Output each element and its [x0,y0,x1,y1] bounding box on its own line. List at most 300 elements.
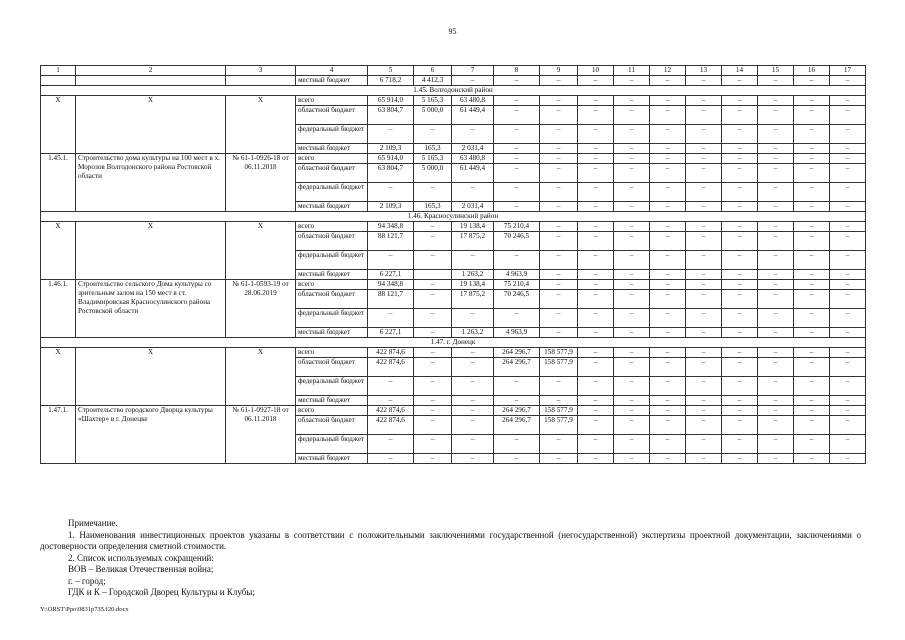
budget-source: местный бюджет [296,144,368,154]
value-cell: – [794,406,830,416]
value-cell: 94 348,8 [368,222,414,232]
item-name: Х [76,222,226,280]
budget-source: федеральный бюджет [296,251,368,270]
value-cell: – [414,396,452,406]
value-cell: – [614,358,650,377]
value-cell: – [650,377,686,396]
value-cell: – [722,280,758,290]
value-cell: – [414,125,452,144]
value-cell: – [650,416,686,435]
value-cell: 61 449,4 [452,164,494,183]
value-cell: – [758,280,794,290]
value-cell: – [830,396,866,406]
value-cell: – [758,222,794,232]
value-cell: – [830,270,866,280]
value-cell: 19 138,4 [452,222,494,232]
value-cell: 422 874,6 [368,416,414,435]
value-cell: – [494,96,540,106]
value-cell: – [686,144,722,154]
value-cell: – [540,164,578,183]
value-cell: – [686,348,722,358]
value-cell: – [758,416,794,435]
value-cell: – [722,396,758,406]
value-cell: – [650,348,686,358]
section-title: 1.47. г. Донецк [41,338,866,348]
value-cell: – [686,406,722,416]
value-cell: – [452,358,494,377]
value-cell: – [830,454,866,464]
value-cell: – [452,435,494,454]
header-cell: 5 [368,66,414,76]
expertise-ref: № 61-1-0926-18 от 06.11.2018 [226,154,296,212]
header-cell: 2 [76,66,226,76]
note-item-2: 2. Список используемых сокращений: [68,552,214,563]
table-row [41,222,866,232]
value-cell: 264 296,7 [494,406,540,416]
value-cell: – [540,125,578,144]
value-cell: – [578,251,614,270]
value-cell: – [722,144,758,154]
value-cell: – [540,251,578,270]
value-cell: 6 227,1 [368,328,414,338]
value-cell: – [578,144,614,154]
value-cell: – [722,270,758,280]
value-cell: – [722,348,758,358]
value-cell: – [650,154,686,164]
value-cell: – [830,222,866,232]
value-cell: – [722,222,758,232]
value-cell: – [794,96,830,106]
value-cell: – [830,251,866,270]
budget-source: местный бюджет [296,396,368,406]
value-cell: 75 210,4 [494,222,540,232]
value-cell: – [650,144,686,154]
value-cell: – [830,280,866,290]
value-cell: – [722,328,758,338]
value-cell: – [494,202,540,212]
value-cell: – [578,435,614,454]
value-cell: – [368,454,414,464]
value-cell: 88 121,7 [368,232,414,251]
value-cell: – [794,309,830,328]
table-cell: – [452,76,494,86]
value-cell: – [614,106,650,125]
header-cell: 8 [494,66,540,76]
value-cell: 5 165,3 [414,96,452,106]
value-cell: – [758,144,794,154]
notes-section [40,518,861,599]
note-item-1: 1. Наименования инвестиционных проектов указаны в соответствии с положительными заключениями государственной (негосударственной) экспертизы проектной документации, заключениями о достоверности определения сметной стоимости. [40,529,861,551]
value-cell: – [494,183,540,202]
value-cell: – [722,309,758,328]
value-cell: – [686,96,722,106]
value-cell: – [540,290,578,309]
value-cell: – [414,377,452,396]
value-cell: – [540,96,578,106]
item-number: 1.47.1. [41,406,76,464]
value-cell: 5 000,0 [414,164,452,183]
header-cell: 17 [830,66,866,76]
value-cell: – [722,358,758,377]
budget-source: местный бюджет [296,202,368,212]
value-cell: – [650,396,686,406]
budget-source: областной бюджет [296,290,368,309]
value-cell: – [794,280,830,290]
value-cell: – [758,435,794,454]
value-cell: 61 449,4 [452,106,494,125]
value-cell: 94 348,8 [368,280,414,290]
table-row [41,154,866,164]
value-cell: – [758,106,794,125]
table-row [41,96,866,106]
value-cell: – [722,202,758,212]
value-cell: – [758,270,794,280]
value-cell: – [686,106,722,125]
budget-source: федеральный бюджет [296,125,368,144]
header-cell: 9 [540,66,578,76]
value-cell: – [758,202,794,212]
header-cell: 14 [722,66,758,76]
header-cell: 7 [452,66,494,76]
value-cell: – [722,164,758,183]
value-cell: – [494,164,540,183]
budget-source: федеральный бюджет [296,435,368,454]
value-cell: – [758,396,794,406]
value-cell: – [722,290,758,309]
value-cell: – [758,290,794,309]
value-cell: – [414,183,452,202]
value-cell: – [578,309,614,328]
value-cell: – [578,125,614,144]
value-cell [414,270,452,280]
value-cell: – [540,183,578,202]
notes-title: Примечание. [68,518,118,528]
value-cell: – [540,396,578,406]
value-cell: – [614,202,650,212]
value-cell: – [650,358,686,377]
value-cell: – [794,154,830,164]
abbreviation-1: ВОВ – Великая Отечественная война; [68,564,214,574]
value-cell: 2 031,4 [452,202,494,212]
value-cell: – [578,106,614,125]
value-cell: – [686,251,722,270]
value-cell: 422 874,6 [368,406,414,416]
value-cell: – [368,435,414,454]
value-cell: – [614,270,650,280]
value-cell: – [578,270,614,280]
value-cell: – [794,251,830,270]
value-cell: – [368,183,414,202]
value-cell: – [722,106,758,125]
value-cell: 88 121,7 [368,290,414,309]
value-cell: – [452,377,494,396]
value-cell: – [758,454,794,464]
value-cell: – [830,202,866,212]
value-cell: 19 138,4 [452,280,494,290]
header-cell: 10 [578,66,614,76]
value-cell: – [722,416,758,435]
budget-source: областной бюджет [296,416,368,435]
value-cell: – [578,328,614,338]
value-cell: 17 875,2 [452,232,494,251]
value-cell: – [794,348,830,358]
value-cell: – [650,435,686,454]
value-cell: 2 109,3 [368,144,414,154]
value-cell: – [722,454,758,464]
value-cell: – [578,396,614,406]
value-cell: – [494,435,540,454]
value-cell: – [686,202,722,212]
value-cell: 75 210,4 [494,280,540,290]
value-cell: – [830,96,866,106]
value-cell: – [614,154,650,164]
value-cell: – [830,416,866,435]
value-cell: – [794,125,830,144]
value-cell: – [614,232,650,251]
table-cell: – [794,76,830,86]
value-cell: – [614,454,650,464]
table-cell: – [540,76,578,86]
value-cell: – [494,377,540,396]
value-cell: – [494,125,540,144]
value-cell: – [722,232,758,251]
table-row [41,280,866,290]
value-cell: – [794,164,830,183]
abbreviation-2: г. – город; [68,575,106,586]
value-cell: – [830,164,866,183]
value-cell: – [494,396,540,406]
value-cell: – [540,435,578,454]
header-cell: 3 [226,66,296,76]
budget-source: областной бюджет [296,232,368,251]
value-cell: – [494,454,540,464]
budget-source: областной бюджет [296,164,368,183]
value-cell: – [614,328,650,338]
value-cell: – [614,406,650,416]
value-cell: – [830,154,866,164]
value-cell: – [650,251,686,270]
value-cell: 70 246,5 [494,290,540,309]
value-cell: – [452,406,494,416]
value-cell: – [650,406,686,416]
value-cell: 6 227,1 [368,270,414,280]
value-cell: – [414,280,452,290]
value-cell: 63 804,7 [368,164,414,183]
value-cell: 65 914,0 [368,96,414,106]
section-title: 1.45. Волгодонский район [41,86,866,96]
value-cell: – [578,222,614,232]
value-cell: – [686,435,722,454]
budget-source: федеральный бюджет [296,309,368,328]
value-cell: – [686,164,722,183]
value-cell: – [494,309,540,328]
value-cell: 158 577,9 [540,416,578,435]
header-cell: 13 [686,66,722,76]
item-name: Строительство дома культуры на 100 мест в х. Морозов Волгодонского района Ростовской области [76,154,226,212]
value-cell: 1 263,2 [452,328,494,338]
value-cell: – [578,358,614,377]
value-cell: – [494,106,540,125]
value-cell: – [830,377,866,396]
value-cell: – [830,106,866,125]
value-cell: – [794,232,830,251]
value-cell: – [686,416,722,435]
budget-source: всего [296,154,368,164]
value-cell: – [614,96,650,106]
header-cell: 4 [296,66,368,76]
value-cell: 4 963,9 [494,328,540,338]
budget-source: местный бюджет [296,270,368,280]
value-cell: – [540,222,578,232]
value-cell: – [722,435,758,454]
value-cell: – [686,454,722,464]
value-cell: – [722,96,758,106]
value-cell: – [614,125,650,144]
value-cell: – [368,125,414,144]
value-cell: – [686,125,722,144]
value-cell: – [794,435,830,454]
budget-source: всего [296,406,368,416]
value-cell: – [758,164,794,183]
value-cell: – [368,309,414,328]
value-cell: – [452,416,494,435]
value-cell: 70 246,5 [494,232,540,251]
value-cell: – [414,348,452,358]
value-cell: – [686,232,722,251]
value-cell: – [830,309,866,328]
budget-source: всего [296,96,368,106]
value-cell: – [686,290,722,309]
budget-source: всего [296,348,368,358]
value-cell: – [722,125,758,144]
value-cell: 422 874,6 [368,358,414,377]
value-cell: 158 577,9 [540,406,578,416]
value-cell: – [686,183,722,202]
value-cell: – [758,251,794,270]
table-header-row [41,66,866,76]
value-cell: – [540,154,578,164]
table-cell [41,76,76,86]
value-cell: – [614,435,650,454]
table-cell: – [578,76,614,86]
value-cell: 158 577,9 [540,348,578,358]
value-cell: – [830,348,866,358]
value-cell: – [614,280,650,290]
table-row [41,76,866,86]
table-row [41,406,866,416]
expertise-ref: № 61-1-0927-18 от 06.11.2018 [226,406,296,464]
header-cell: 12 [650,66,686,76]
value-cell: – [758,358,794,377]
value-cell: 422 874,6 [368,348,414,358]
value-cell: – [650,183,686,202]
value-cell: – [368,251,414,270]
value-cell: – [540,454,578,464]
value-cell: – [758,154,794,164]
value-cell: – [614,183,650,202]
value-cell: – [794,202,830,212]
value-cell: – [758,183,794,202]
budget-source: областной бюджет [296,106,368,125]
value-cell: – [452,309,494,328]
value-cell: – [794,144,830,154]
value-cell: 63 480,8 [452,154,494,164]
value-cell: – [414,435,452,454]
section-row [41,86,866,96]
value-cell: – [686,154,722,164]
value-cell: – [578,280,614,290]
value-cell: 65 914,0 [368,154,414,164]
value-cell: – [414,406,452,416]
value-cell: 2 109,3 [368,202,414,212]
value-cell: – [650,454,686,464]
value-cell: – [794,358,830,377]
value-cell: – [650,222,686,232]
value-cell: – [722,154,758,164]
item-name: Строительство сельского Дома культуры со зрительным залом на 150 мест в ст. Владимировская Красносулинского района Ростовской области [76,280,226,338]
value-cell: – [414,232,452,251]
value-cell: – [686,270,722,280]
value-cell: – [794,328,830,338]
table-cell [226,76,296,86]
value-cell: – [722,406,758,416]
table-body [41,66,866,464]
value-cell: – [494,154,540,164]
value-cell: – [414,454,452,464]
value-cell: – [494,251,540,270]
value-cell: – [614,144,650,154]
budget-source: всего [296,280,368,290]
page-number: 95 [448,27,457,36]
value-cell: 4 963,9 [494,270,540,280]
value-cell: 5 165,3 [414,154,452,164]
value-cell: – [686,309,722,328]
value-cell: – [686,280,722,290]
value-cell: – [650,290,686,309]
value-cell: – [614,251,650,270]
expertise-ref: Х [226,348,296,406]
value-cell: – [650,164,686,183]
table-cell: – [650,76,686,86]
value-cell: – [452,125,494,144]
value-cell: – [830,406,866,416]
budget-source: федеральный бюджет [296,377,368,396]
value-cell: – [614,416,650,435]
value-cell: – [830,328,866,338]
value-cell: 165,3 [414,202,452,212]
value-cell: – [578,290,614,309]
table-cell: – [614,76,650,86]
value-cell: – [794,396,830,406]
value-cell: – [758,377,794,396]
value-cell: – [650,309,686,328]
expertise-ref: Х [226,222,296,280]
table-cell: – [494,76,540,86]
value-cell: – [758,232,794,251]
table-cell: 6 718,2 [368,76,414,86]
value-cell: – [614,222,650,232]
value-cell: – [794,454,830,464]
value-cell: – [722,251,758,270]
value-cell: – [414,416,452,435]
value-cell: – [650,106,686,125]
value-cell: – [794,290,830,309]
value-cell: – [650,232,686,251]
value-cell: 158 577,9 [540,358,578,377]
value-cell: – [452,348,494,358]
item-name: Х [76,348,226,406]
table-cell: местный бюджет [296,76,368,86]
